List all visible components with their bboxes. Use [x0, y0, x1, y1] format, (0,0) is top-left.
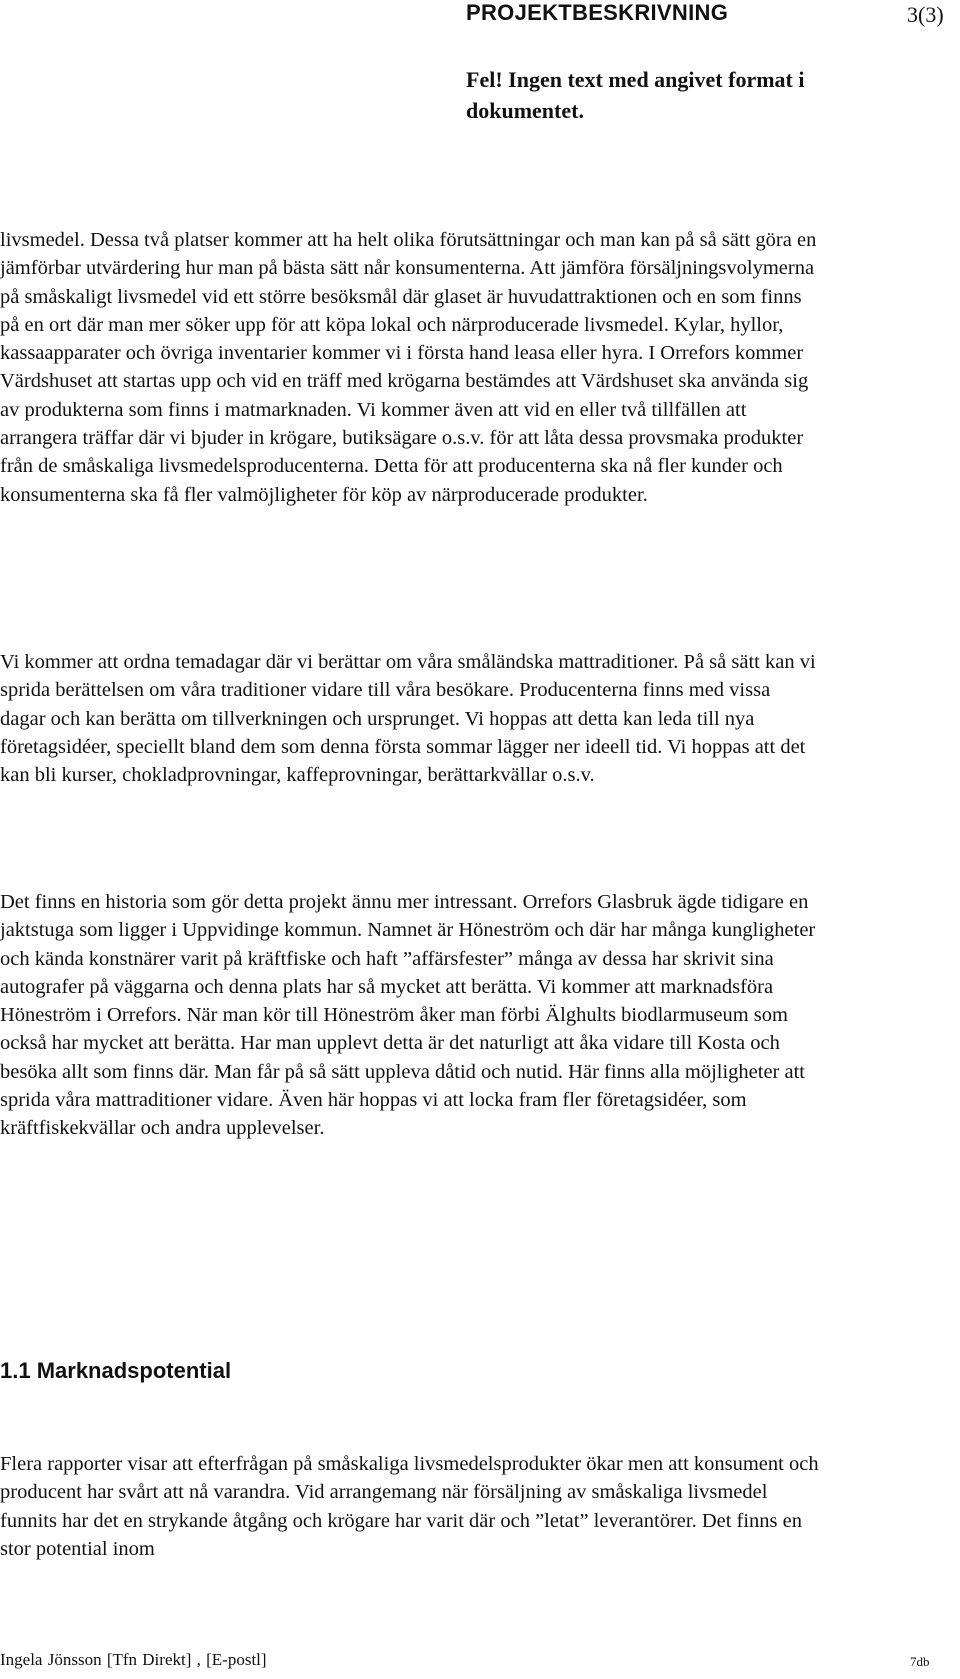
body-paragraph-2: Vi kommer att ordna temadagar där vi berättar om våra småländska mattraditioner. På så sätt kan vi sprida berättelsen om våra traditioner vidare till våra besökare. Producenterna finns med vissa dagar och kan berätta om tillverkningen och ursprunget. Vi hoppas att detta kan leda till nya företagsidéer, speciellt bland dem som denna första sommar lägger ner ideell tid. Vi hoppas att det kan bli kurser, chokladprovningar, kaffeprovningar, berättarkvällar o.s.v.	[0, 651, 816, 787]
body-paragraph-3: Det finns en historia som gör detta projekt ännu mer intressant. Orrefors Glasbruk ägde tidigare en jaktstuga som ligger i Uppvidinge kommun. Namnet är Höneström och där har många kungligheter och kända konstnärer varit på kräftfiske och haft ”affärsfester” många av dessa har skrivit sina autografer på väggarna och denna plats har så mycket att berätta. Vi kommer att marknadsföra Höneström i Orrefors. När man kör till Höneström åker man förbi Älghults biodlarmuseum som också har mycket att berätta. Har man upplevt detta är det naturligt att åka vidare till Kosta och besöka allt som finns där. Man får på så sätt uppleva dåtid och nutid. Här finns alla möjligheter att sprida våra mattraditioner vidare. Även här hoppas vi att locka fram fler företagsidéer, som kräftfiskekvällar och andra upplevelser.	[0, 891, 816, 1140]
page-number: 3(3)	[907, 2, 944, 27]
header-error-notice: Fel! Ingen text med angivet format i dokumentet.	[466, 67, 805, 123]
footer-author-line: Ingela Jönsson [Tfn Direkt] , [E-postl]	[0, 1650, 267, 1669]
header-title: PROJEKTBESKRIVNING	[466, 0, 729, 25]
body-paragraph-1: livsmedel. Dessa två platser kommer att ha helt olika förutsättningar och man kan på så sätt göra en jämförbar utvärdering hur man på bästa sätt når konsumenterna. Att jämföra försäljningsvolymerna på småskaligt livsmedel vid ett större besöksmål där glaset är huvudattraktionen och en som finns på en ort där man mer söker upp för att köpa lokal och närproducerade livsmedel. Kylar, hyllor, kassaapparater och övriga inventarier kommer vi i första hand leasa eller hyra. I Orrefors kommer Värdshuset att startas upp och vid en träff med krögarna bestämdes att Värdshuset ska använda sig av produkterna som finns i matmarknaden. Vi kommer även att vid en eller två tillfällen att arrangera träffar där vi bjuder in krögare, butiksägare o.s.v. för att låta dessa provsmaka produkter från de småskaliga livsmedelsproducenterna. Detta för att producenterna ska nå fler kunder och konsumenterna ska få fler valmöjligheter för köp av närproducerade produkter.	[0, 229, 817, 506]
body-paragraph-4: Flera rapporter visar att efterfrågan på småskaliga livsmedelsprodukter ökar men att konsument och producent har svårt att nå varandra. Vid arrangemang när försäljning av småskaliga livsmedel funnits har det en strykande åtgång och krögare har varit där och ”letat” leverantörer. Det finns en stor potential inom	[0, 1453, 819, 1560]
footer-code: 7db	[910, 1654, 930, 1669]
section-heading: 1.1 Marknadspotential	[0, 1358, 232, 1383]
